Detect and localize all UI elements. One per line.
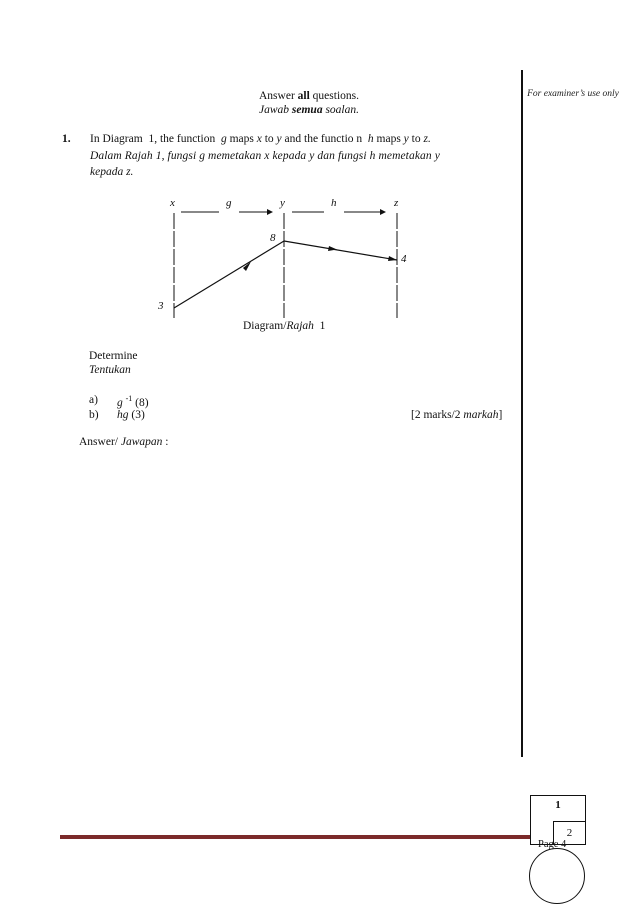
mapping-8-to-4 [284,241,397,260]
examiner-note: For examiner’s use only [527,89,619,99]
label-h: h [331,197,337,209]
label-y: y [280,197,285,209]
label-z: z [394,197,399,209]
marks-allocation: [2 marks/2 markah] [411,409,503,421]
instruction-english: Answer all questions. [259,90,359,102]
question-number-box: 1 [555,799,561,811]
marks-total: 2 [566,827,573,839]
determine-english: Determine [89,350,138,362]
value-3: 3 [158,300,164,312]
value-8: 8 [270,232,276,244]
label-x: x [170,197,175,209]
question-text-malay-line1: Dalam Rajah 1, fungsi g memetakan x kepada y dan fungsi h memetakan y [90,150,440,162]
question-text-malay-line2: kepada z. [90,166,134,178]
label-g: g [226,197,232,209]
score-circle [529,848,585,904]
part-a-expression: g $^{-1}$ (8) [117,394,149,409]
score-box [530,795,586,845]
question-number: 1. [62,133,71,145]
diagram-caption: Diagram/Rajah 1 [243,320,326,332]
value-4: 4 [401,253,407,265]
determine-malay: Tentukan [89,364,131,376]
footer-rule [60,835,530,839]
question-text-english: In Diagram 1, the function g maps x to y and the functio n h maps y to z. [90,133,431,145]
part-b-expression: hg (3) [117,409,145,421]
part-b-label: b) [89,409,99,421]
answer-label: Answer/ Jawapan : [79,436,169,448]
page-number: Page 4 [538,839,567,850]
mapping-3-to-8 [174,241,284,308]
instruction-malay: Jawab semua soalan. [259,104,359,116]
part-a-label: a) [89,394,98,406]
